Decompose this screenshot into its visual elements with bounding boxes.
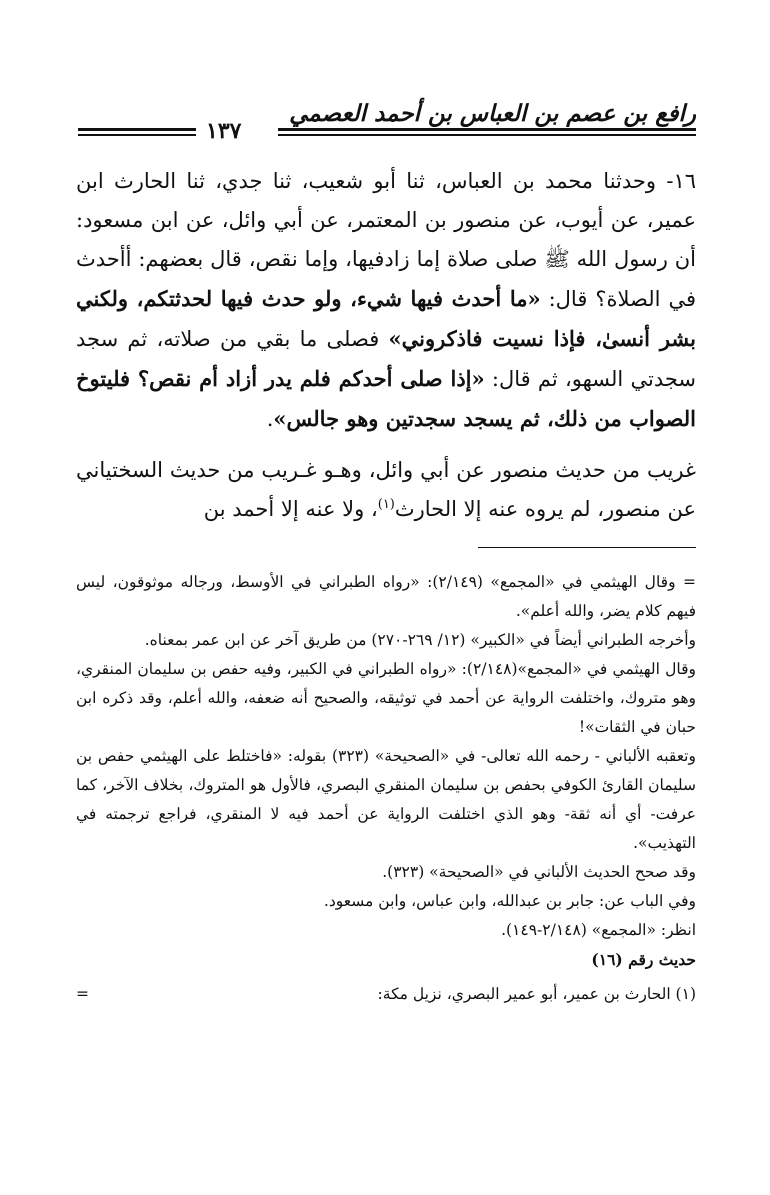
footnote-separator	[478, 547, 696, 548]
footnote-line: وفي الباب عن: جابر بن عبدالله، وابن عباس، وابن مسعود.	[323, 892, 696, 910]
hadith-paragraph	[76, 162, 696, 439]
header-rule-right	[278, 128, 696, 136]
footnote-line: وأخرجه الطبراني أيضاً في «الكبير» (١٢/ ٢٦٩-٢٧٠) من طريق آخر عن ابن عمر بمعناه.	[144, 631, 696, 649]
footnote-reference[interactable]: (١)	[377, 497, 395, 512]
commentary-paragraph	[76, 451, 696, 529]
commentary-text: غريب من حديث منصور عن أبي وائل، وهـو غـريب من حديث السختياني عن منصور، لم يروه عنه إلا الحارث	[76, 458, 697, 521]
footnote-heading: حديث رقم (١٦)	[591, 950, 696, 969]
narration-text: فصلى ما بقي من صلاته، ثم سجد سجدتي السهو، ثم قال:	[76, 327, 696, 391]
footnote-line: = وقال الهيثمي في «المجمع» (٢/١٤٩): «رواه الطبراني في الأوسط، ورجاله موثوقون، ليس فيهم كلام يضر، والله أعلم».	[76, 573, 696, 620]
footnotes	[76, 568, 696, 1009]
hadith-quote-1: «ما أحدث فيها شيء، ولو حدث فيها لحدثتكم، ولكني بشر أنسىٰ، فإذا نسيت فاذكروني»	[76, 286, 696, 351]
footnote-line: وقد صحح الحديث الألباني في «الصحيحة» (٣٢٣).	[382, 863, 696, 881]
footnote-1-text: (١) الحارث بن عمير، أبو عمير البصري، نزيل مكة:	[377, 985, 696, 1003]
footnote-line: انظر: «المجمع» (٢/١٤٨-١٤٩).	[501, 921, 696, 939]
main-text	[76, 162, 696, 529]
commentary-text-continued: ، ولا عنه إلا أحمد بن	[203, 497, 378, 521]
hadith-end-mark: .	[266, 407, 274, 431]
page-header	[78, 100, 696, 148]
footnote-1	[76, 980, 696, 1009]
header-rule-left	[78, 128, 196, 136]
footnote-line: وقال الهيثمي في «المجمع»(٢/١٤٨): «رواه الطبراني في الكبير، وفيه حفص بن سليمان المنقري، وهو متروك، واختلفت الرواية عن أحمد في توثيقه، والصحيح أنه ضعفه، والله أعلم، وقد ذكره ابن حبان في الثقات»!	[76, 660, 697, 736]
running-title: رافع بن عصم بن العباس بن أحمد العصمي	[289, 100, 696, 127]
footnote-line: وتعقبه الألباني - رحمه الله تعالى- في «الصحيحة» (٣٢٣) بقوله: «فاختلط على الهيثمي حفص بن سليمان القارئ الكوفي بحفص بن سليمان المنقري البصري، فالأول هو المتروك، بخلاف الآخر، كما عرفت- أي أنه ثقة- وهو الذي اختلفت الرواية عن أحمد فيه لا المنقري، فراجع ترجمته في التهذيب».	[76, 747, 696, 852]
isnad-text: ١٦- وحدثنا محمد بن العباس، ثنا أبو شعيب، ثنا جدي، ثنا الحارث ابن عمير، عن أيوب، عن منصور بن المعتمر، عن أبي وائل، عن ابن مسعود: أن رسول الله ﷺ صلى صلاة إما زادفيها، وإما نقص، قال بعضهم: أأحدث في الصلاة؟ قال:	[76, 169, 696, 311]
page-number: ١٣٧	[206, 118, 242, 144]
hadith-quote-2: «إذا صلى أحدكم فلم يدر أزاد أم نقص؟ فليتوخ الصواب من ذلك، ثم يسجد سجدتين وهو جالس»	[76, 366, 696, 431]
continuation-mark: =	[76, 985, 89, 1003]
